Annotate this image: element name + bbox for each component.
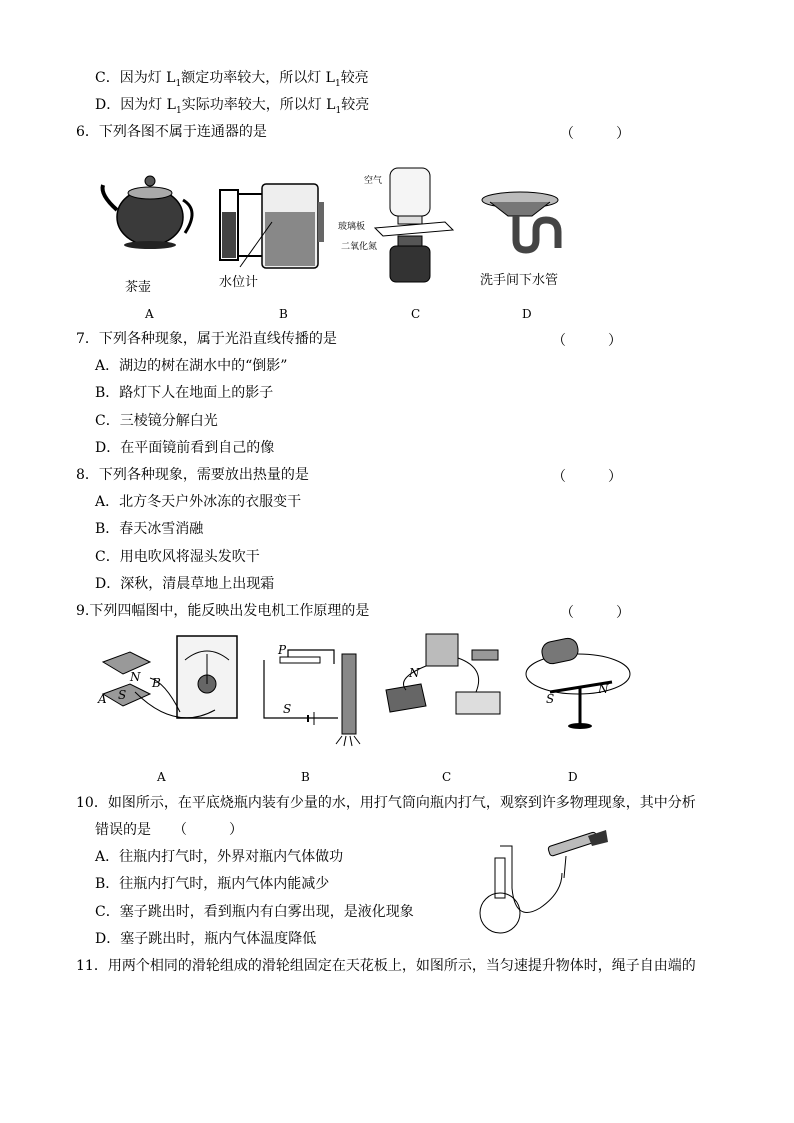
q9b-letter-p: P [278, 643, 287, 657]
water-gauge-figure [210, 172, 330, 272]
q7-option-b: B．路灯下人在地面上的影子 [95, 385, 274, 401]
q7-answer-paren: （ ） [552, 333, 622, 349]
air-label: 空气 [364, 176, 383, 186]
q6-answer-paren: （ ） [560, 126, 630, 142]
rotating-coil-figure [520, 632, 635, 732]
q9-label-c: C [442, 770, 452, 784]
q6-label-b: B [279, 307, 288, 321]
galvanometer-figure [95, 632, 245, 732]
q9a-letter-s: S [118, 688, 127, 702]
q9d-letter-n: N [598, 682, 609, 696]
glass-plate-label: 玻璃板 [338, 222, 366, 232]
q7-option-d: D．在平面镜前看到自己的像 [95, 440, 275, 456]
q5-option-d: D．因为灯 $L_1$实际功率较大，所以灯 $L_1$较亮 [95, 97, 370, 116]
q10-stem-line2: 错误的是 （ ） [95, 822, 243, 838]
q9c-letter-n: N [409, 666, 420, 680]
q9a-letter-a: A [98, 692, 107, 706]
teapot-figure [95, 165, 205, 255]
q8-option-d: D．深秋，清晨草地上出现霜 [95, 576, 275, 592]
q10-option-a: A．往瓶内打气时，外界对瓶内气体做功 [95, 849, 344, 865]
q9d-letter-s: S [546, 692, 555, 706]
q9b-letter-s: S [283, 702, 292, 716]
q5-option-c: C．因为灯 $L_1$额定功率较大，所以灯 $L_1$较亮 [95, 70, 369, 89]
q6-stem: 6．下列各图不属于连通器的是 [76, 124, 267, 140]
q9-stem: 9.下列四幅图中，能反映出发电机工作原理的是 [76, 603, 370, 619]
flask-pump-figure [470, 828, 610, 938]
q10-stem-line1: 10．如图所示，在平底烧瓶内装有少量的水，用打气筒向瓶内打气，观察到许多物理现象，其中分析 [76, 795, 696, 811]
q11-stem: 11．用两个相同的滑轮组成的滑轮组固定在天花板上，如图所示，当匀速提升物体时，绳子自由端的 [76, 958, 696, 974]
q9-label-a: A [157, 770, 166, 784]
q10-option-c: C．塞子跳出时，看到瓶内有白雾出现，是液化现象 [95, 904, 414, 920]
teapot-caption: 茶壶 [125, 280, 152, 295]
q9-answer-paren: （ ） [560, 605, 630, 621]
q8-option-a: A．北方冬天户外冰冻的衣服变干 [95, 494, 302, 510]
motor-figure [376, 628, 516, 738]
q9-label-d: D [568, 770, 578, 784]
q8-option-b: B．春天冰雪消融 [95, 521, 204, 537]
q7-stem: 7．下列各种现象，属于光沿直线传播的是 [76, 331, 337, 347]
q8-option-c: C．用电吹风将湿头发吹干 [95, 549, 260, 565]
electromagnet-figure [258, 640, 378, 750]
no2-label: 二氧化氮 [341, 242, 378, 252]
drain-pipe-caption: 洗手间下水管 [480, 273, 559, 288]
q7-option-a: A．湖边的树在湖水中的“倒影” [95, 358, 288, 374]
q9-label-b: B [301, 770, 310, 784]
q6-label-a: A [145, 307, 154, 321]
q9a-letter-n: N [130, 670, 141, 684]
q6-label-c: C [411, 307, 421, 321]
q10-answer-paren: （ ） [173, 822, 243, 838]
water-gauge-caption: 水位计 [219, 275, 259, 290]
q8-answer-paren: （ ） [552, 469, 622, 485]
q10-option-b: B．往瓶内打气时，瓶内气体内能减少 [95, 876, 330, 892]
q8-stem: 8．下列各种现象，需要放出热量的是 [76, 467, 309, 483]
q7-option-c: C．三棱镜分解白光 [95, 413, 218, 429]
q9a-letter-b: B [152, 676, 161, 690]
drain-pipe-figure [478, 190, 573, 255]
q6-label-d: D [522, 307, 532, 321]
q10-option-d: D．塞子跳出时，瓶内气体温度降低 [95, 931, 317, 947]
